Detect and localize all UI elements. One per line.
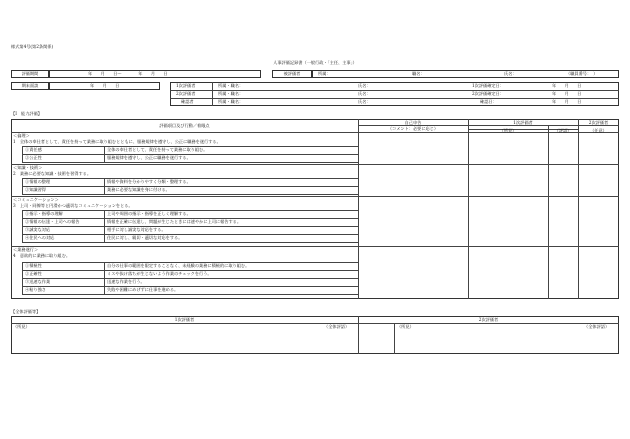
form-id: 様式第4号(第2条関係) bbox=[11, 44, 54, 49]
evaluator-1-affiliation: 所属・職名： bbox=[218, 82, 244, 88]
item-persistence-text: 失敗や困難にめげずに仕事を進める。 bbox=[107, 286, 179, 292]
item-knowledge-text: 業務に必要な知識を身に付ける。 bbox=[107, 186, 170, 192]
evaluatee-label: 被評価者 bbox=[283, 70, 301, 76]
item-accuracy-text: ミスや抜け落ちが生じないよう作業のチェックを行う。 bbox=[107, 270, 212, 276]
interview-label: 期末面談 bbox=[21, 82, 39, 88]
confirmer-date: 年 月 日 bbox=[552, 98, 582, 104]
overall-first-header: 1次評価者 bbox=[174, 316, 195, 322]
interview-date: 年 月 日 bbox=[90, 82, 120, 88]
item-info-organize-name: ①情報の整理 bbox=[25, 178, 51, 184]
item-initiative-text: 自分の仕事の範囲を限定することなく、未経験の業務に積極的に取り組む。 bbox=[107, 262, 250, 268]
evaluator-1-name: 氏名： bbox=[358, 82, 371, 88]
item-speed-name: ③迅速な作業 bbox=[25, 278, 51, 284]
overall-second-opinion: （所見） bbox=[397, 324, 414, 329]
group-ethics-heading: ＜倫理＞ bbox=[13, 132, 30, 138]
evaluator-2-role: 2次評価者 bbox=[176, 90, 196, 96]
group-ethics-desc: 1 全体の奉仕者として、責任を持って業務に取り組むとともに、服務規律を遵守し、公正に職務を遂行する。 bbox=[13, 138, 221, 144]
col-first-header: 1次評価者 bbox=[513, 119, 533, 125]
confirmer-name: 氏名： bbox=[358, 98, 371, 104]
col-items-header: 評価項目及び行動／着眼点 bbox=[159, 123, 210, 128]
evaluator-1-role: 1次評価者 bbox=[176, 82, 196, 88]
overall-first-total: （全体評語） bbox=[324, 324, 350, 329]
item-resident-text: 住民に対し、親切・適切な対応をする。 bbox=[107, 234, 183, 240]
col-first-opinion: （所見） bbox=[499, 127, 517, 133]
evaluator-1-confirm: 1次評価確定日： bbox=[472, 82, 504, 88]
evaluator-2-confirm: 2次評価確定日： bbox=[472, 90, 504, 96]
item-responsibility-text: 全体の奉仕者として、責任を持って業務に取り組む。 bbox=[107, 146, 208, 152]
item-instruction-name: ①指示・指導の理解 bbox=[25, 210, 63, 216]
period-label: 評価期間 bbox=[21, 70, 39, 76]
overall-first-opinion: （所見） bbox=[13, 324, 30, 329]
item-resident-name: ④住民への対応 bbox=[25, 234, 55, 240]
evaluator-1-date: 年 月 日 bbox=[552, 82, 582, 88]
evaluator-2-name: 氏名： bbox=[358, 90, 371, 96]
overall-second-header: 2次評価者 bbox=[478, 316, 499, 322]
group-communication-heading: ＜コミュニケーション＞ bbox=[13, 196, 59, 202]
overall-second-total: （全体評語） bbox=[584, 324, 610, 329]
item-initiative-name: ①積極性 bbox=[25, 262, 42, 268]
group-execution-desc: 4 意欲的に業務に取り組む。 bbox=[13, 252, 71, 258]
item-knowledge-name: ②知識習得 bbox=[25, 186, 46, 192]
group-execution-heading: ＜業務遂行＞ bbox=[13, 246, 39, 252]
item-sincere-text: 相手に対し誠実な対応をする。 bbox=[107, 226, 166, 232]
col-self-header: 自己申告 bbox=[404, 119, 422, 125]
confirmer-confirm: 確認日： bbox=[480, 98, 497, 104]
position-label: 職名： bbox=[412, 70, 425, 76]
confirmer-affiliation: 所属・職名： bbox=[218, 98, 244, 104]
col-second-header: 2次評価者 bbox=[588, 119, 609, 125]
item-persistence-name: ④粘り強さ bbox=[25, 286, 46, 292]
group-knowledge-heading: ＜知識・技術＞ bbox=[13, 164, 43, 170]
item-report-name: ②情報の伝達・上司への報告 bbox=[25, 218, 80, 224]
evaluator-2-affiliation: 所属・職名： bbox=[218, 90, 244, 96]
item-report-text: 情報を正確に伝達し、問題が生じたときには速やかに上司に報告する。 bbox=[107, 218, 242, 224]
item-sincere-name: ③誠実な対応 bbox=[25, 226, 51, 232]
group-knowledge-desc: 2 業務に必要な知識・技術を習得する。 bbox=[13, 170, 92, 176]
item-responsibility-name: ①責任感 bbox=[25, 146, 42, 152]
item-info-organize-text: 情報や資料を分かりやすく分類・整理する。 bbox=[107, 178, 191, 184]
group-communication-desc: 3 上司・同僚等と円滑かつ適切なコミュニケーションをとる。 bbox=[13, 202, 133, 208]
grade-label: （職員番号： ） bbox=[566, 70, 598, 76]
item-speed-text: 迅速な作業を行う。 bbox=[107, 278, 145, 284]
col-self-sub: （コメント：必要に応じ） bbox=[387, 125, 439, 131]
section1-title: 【Ⅰ 能力評価】 bbox=[11, 111, 42, 116]
section2-title: 【全体評価等】 bbox=[11, 309, 41, 314]
period-value: 年 月 日～ 年 月 日 bbox=[88, 70, 168, 76]
item-accuracy-name: ②正確性 bbox=[25, 270, 42, 276]
item-fairness-text: 服務規律を遵守し、公正に職務を遂行する。 bbox=[107, 154, 191, 160]
item-fairness-name: ②公正性 bbox=[25, 154, 42, 160]
evaluator-2-date: 年 月 日 bbox=[552, 90, 582, 96]
document-title: 人事評価記録書（一般行政・「主任、主事」） bbox=[273, 60, 357, 65]
confirmer-role: 確認者 bbox=[181, 98, 194, 104]
name-label: 氏名： bbox=[504, 70, 517, 76]
item-instruction-text: 上司や周囲の指示・指導を正しく理解する。 bbox=[107, 210, 191, 216]
affiliation-label: 所属： bbox=[318, 70, 331, 76]
col-second-grade: （任意） bbox=[590, 127, 607, 133]
col-first-grade: （評語） bbox=[554, 127, 572, 133]
